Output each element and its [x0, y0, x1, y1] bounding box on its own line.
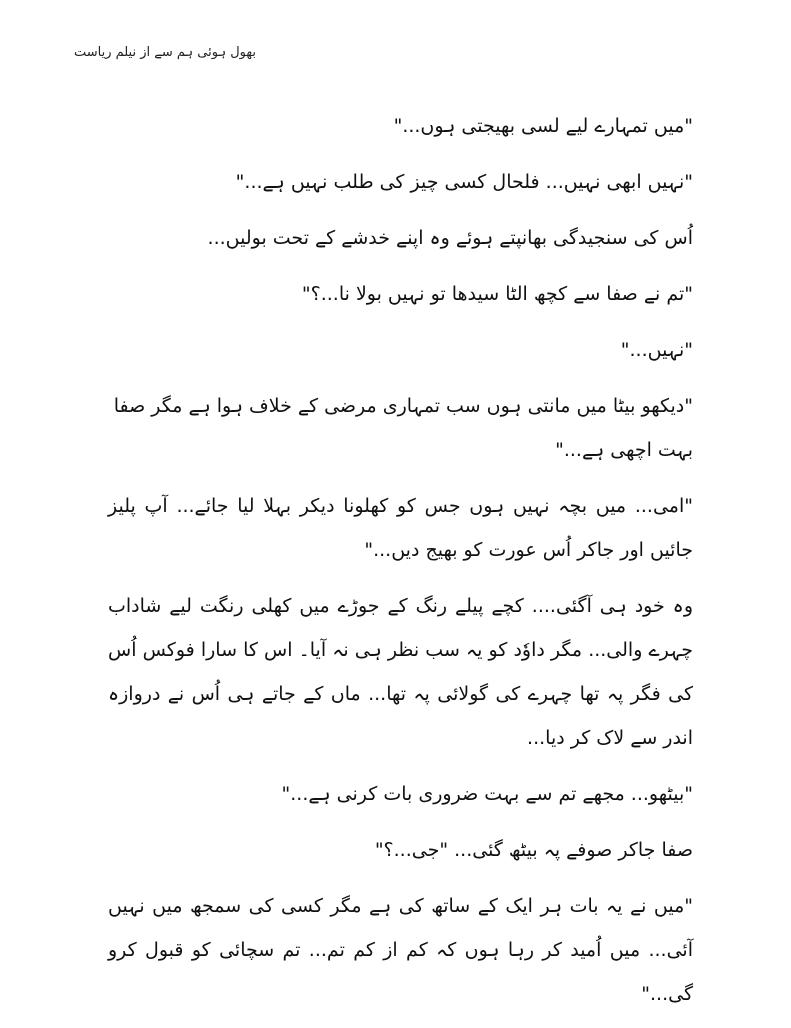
- paragraph: "نہیں ابھی نہیں... فلحال کسی چیز کی طلب نہیں ہے...": [235, 171, 693, 193]
- paragraph: "میں تمہارے لیے لسی بھیجتی ہوں...": [393, 115, 693, 137]
- paragraph: "میں نے یہ بات ہر ایک کے ساتھ کی ہے مگر کسی کی سمجھ میں نہیں آئی... میں اُمید کر رہا ہوں کہ کم از کم تم... تم سچائی کو قبول کرو گی...": [108, 895, 693, 1005]
- paragraph: "دیکھو بیٹا میں مانتی ہوں سب تمہاری مرضی کے خلاف ہوا ہے مگر صفا بہت اچھی ہے...": [113, 395, 693, 461]
- paragraph: اُس کی سنجیدگی بھانپتے ہوئے وہ اپنے خدشے کے تحت بولیں...: [207, 227, 693, 249]
- paragraph: "امی... میں بچہ نہیں ہوں جس کو کھلونا دیکر بہلا لیا جائے... آپ پلیز جائیں اور جاکر اُس عورت کو بھیج دیں...": [108, 495, 693, 561]
- paragraph: وہ خود ہی آگئی.... کچے پیلے رنگ کے جوڑے میں کھلی رنگت لیے شاداب چہرے والی... مگر داوٗد کو یہ سب نظر ہی نہ آیا۔ اس کا سارا فوکس اُس کی فگر پہ تھا چہرے کی گولائی پہ تھا... ماں کے جاتے ہی اُس نے دروازہ اندر سے لاک کر دیا...: [108, 595, 693, 749]
- paragraph: "تم نے صفا سے کچھ الٹا سیدھا تو نہیں بولا نا...؟": [301, 283, 693, 305]
- running-header: بھول ہوئی ہم سے از نیلم ریاست: [73, 45, 256, 60]
- paragraph: "بیٹھو... مجھے تم سے بہت ضروری بات کرنی ہے...": [281, 783, 693, 805]
- paragraph: صفا جاکر صوفے پہ بیٹھ گئی... "جی...؟": [374, 839, 693, 861]
- body-text: [108, 104, 693, 1028]
- paragraph: "نہیں...": [620, 339, 693, 361]
